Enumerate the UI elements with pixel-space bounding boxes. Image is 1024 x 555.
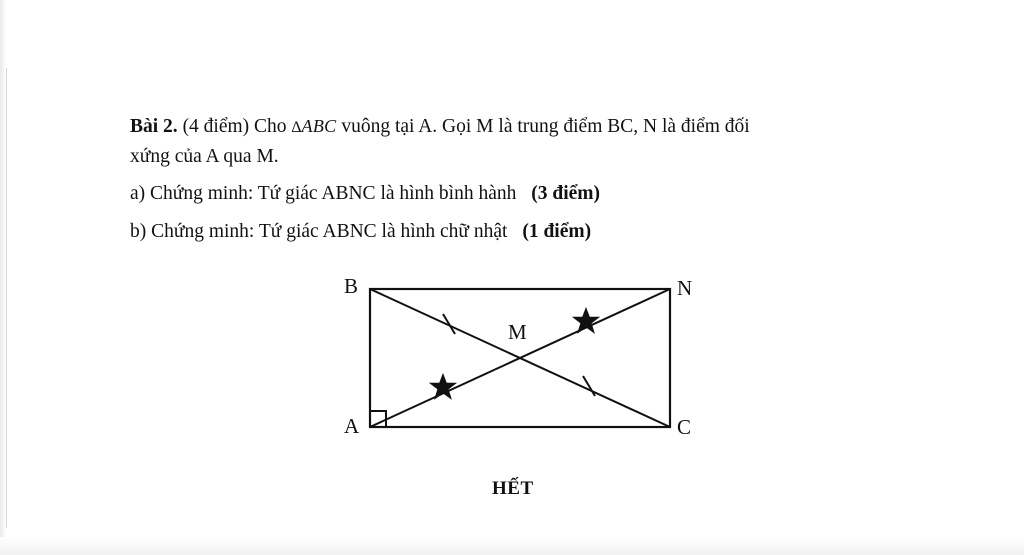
item-a-marker: a)	[130, 183, 146, 204]
scan-margin-line	[6, 68, 7, 528]
exercise-intro-after: vuông tại A. Gọi M là trung điểm BC, N là điểm đối	[341, 116, 750, 137]
geometry-figure	[330, 272, 710, 457]
figure-drawing	[330, 272, 710, 457]
item-a-points: (3 điểm)	[531, 183, 601, 204]
vertex-label-N: N	[677, 276, 693, 300]
scan-bottom-shading	[0, 537, 1024, 555]
item-a-text: Chứng minh: Tứ giác ABNC là hình bình hành	[150, 183, 517, 204]
item-b-points: (1 điểm)	[522, 221, 592, 242]
item-b-text: Chứng minh: Tứ giác ABNC là hình chữ nhật	[151, 221, 508, 242]
exercise-item-b	[130, 217, 900, 247]
exercise-statement	[130, 112, 900, 171]
vertex-label-B: B	[344, 274, 359, 298]
triangle-notation	[291, 116, 336, 136]
vertex-label-M: M	[508, 320, 527, 344]
tick-mark-BC-lower	[583, 376, 595, 396]
exercise-content	[130, 112, 900, 247]
star-mark-AN-upper	[573, 308, 598, 332]
exercise-points: (4 điểm)	[182, 116, 250, 137]
exercise-number: Bài 2.	[130, 116, 178, 137]
exercise-intro-line2: xứng của A qua M.	[130, 146, 279, 167]
right-angle-mark-at-A	[370, 411, 386, 427]
vertex-label-C: C	[677, 415, 692, 439]
star-mark-AN-lower	[430, 374, 455, 398]
exercise-item-a	[130, 179, 900, 209]
item-b-marker: b)	[130, 221, 147, 242]
triangle-symbol: ∆	[291, 119, 302, 136]
end-word: HẾT	[492, 478, 534, 499]
triangle-vertices: ABC	[301, 116, 337, 136]
vertex-label-A: A	[344, 414, 360, 438]
exercise-intro-before: Cho	[254, 116, 287, 137]
